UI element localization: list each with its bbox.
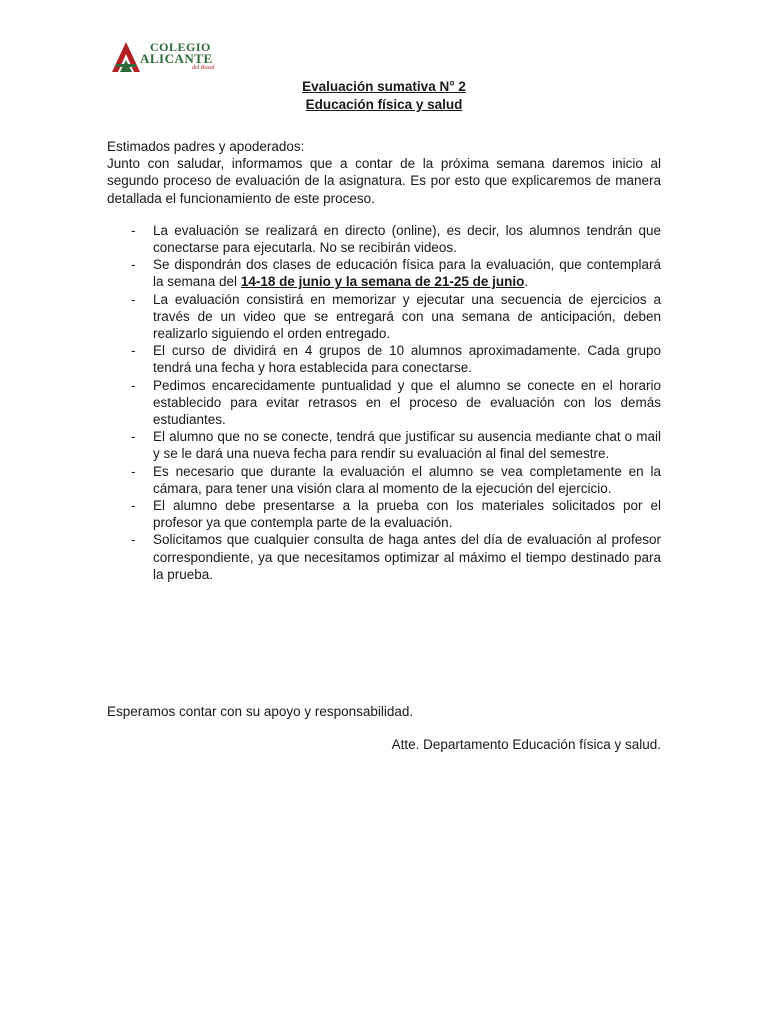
logo-line-2: ALICANTE bbox=[140, 51, 213, 66]
list-item-text: El curso de dividirá en 4 grupos de 10 alumnos aproximadamente. Cada grupo tendrá una fecha y hora establecida para conectarse. bbox=[153, 343, 661, 376]
greeting: Estimados padres y apoderados: bbox=[107, 139, 305, 154]
list-item-text: Es necesario que durante la evaluación el alumno se vea completamente en la cámara, para tener una visión clara al momento de la ejecución del ejercicio. bbox=[153, 463, 661, 496]
list-item-text: La evaluación consistirá en memorizar y ejecutar una secuencia de ejercicios a través de un video que se entregará con una semana de anticipación, deben realizarlo siguiendo el orden entregado. bbox=[153, 291, 661, 342]
logo-line-3: del Rosal bbox=[192, 65, 215, 71]
list-item bbox=[107, 291, 661, 343]
dash-bullet: - bbox=[131, 429, 136, 445]
list-item bbox=[107, 377, 661, 429]
closing-line: Esperamos contar con su apoyo y responsabilidad. bbox=[107, 704, 414, 719]
list-item-text: La evaluación se realizará en directo (online), es decir, los alumnos tendrán que conectarse para ejecutarla. No se recibirán videos. bbox=[153, 222, 661, 256]
list-item bbox=[107, 222, 661, 256]
document-body bbox=[107, 138, 661, 583]
document-subtitle: Educación física y salud bbox=[305, 97, 463, 112]
bullet-list bbox=[107, 222, 661, 583]
logo-line-1: COLEGIO bbox=[150, 40, 211, 54]
signature-line: Atte. Departamento Educación física y salud. bbox=[391, 737, 661, 752]
list-item bbox=[107, 463, 661, 497]
intro-paragraph: Junto con saludar, informamos que a contar de la próxima semana daremos inicio al segundo proceso de evaluación de la asignatura. Es por esto que explicaremos de manera detallada el funcionamiento de este proceso. bbox=[107, 156, 661, 206]
list-item bbox=[107, 342, 661, 376]
dash-bullet: - bbox=[131, 257, 136, 273]
list-item-text: Pedimos encarecidamente puntualidad y que el alumno se conecte en el horario establecido para evitar retrasos en el proceso de evaluación con los demás estudiantes. bbox=[153, 377, 661, 428]
list-item-text: El alumno debe presentarse a la prueba con los materiales solicitados por el profesor ya que contempla parte de la evaluación. bbox=[153, 498, 661, 531]
list-item-text-end: . bbox=[524, 274, 529, 290]
dash-bullet: - bbox=[131, 498, 136, 514]
list-item-text: Solicitamos que cualquier consulta de haga antes del día de evaluación al profesor correspondiente, ya que necesitamos optimizar al máximo el tiempo destinado para la prueba. bbox=[153, 532, 661, 582]
dash-bullet: - bbox=[131, 291, 136, 307]
list-item bbox=[107, 256, 661, 290]
intro-section bbox=[107, 138, 661, 207]
list-item-text: Se dispondrán dos clases de educación física para la evaluación, que contemplará la semana del bbox=[153, 257, 661, 290]
dash-bullet: - bbox=[131, 532, 136, 548]
dash-bullet: - bbox=[131, 343, 136, 359]
list-item bbox=[107, 531, 661, 583]
dash-bullet: - bbox=[131, 222, 136, 238]
list-item bbox=[107, 428, 661, 462]
dash-bullet: - bbox=[131, 377, 136, 393]
dash-bullet: - bbox=[131, 463, 136, 479]
list-item-text: El alumno que no se conecte, tendrá que justificar su ausencia mediante chat o mail y se le dará una nueva fecha para rendir su evaluación al final del semestre. bbox=[153, 429, 661, 462]
list-item bbox=[107, 497, 661, 531]
school-logo bbox=[110, 40, 230, 74]
list-item-dates-emphasis: 14-18 de junio y la semana de 21-25 de junio bbox=[240, 274, 525, 290]
document-title: Evaluación sumativa N° 2 bbox=[302, 79, 466, 94]
